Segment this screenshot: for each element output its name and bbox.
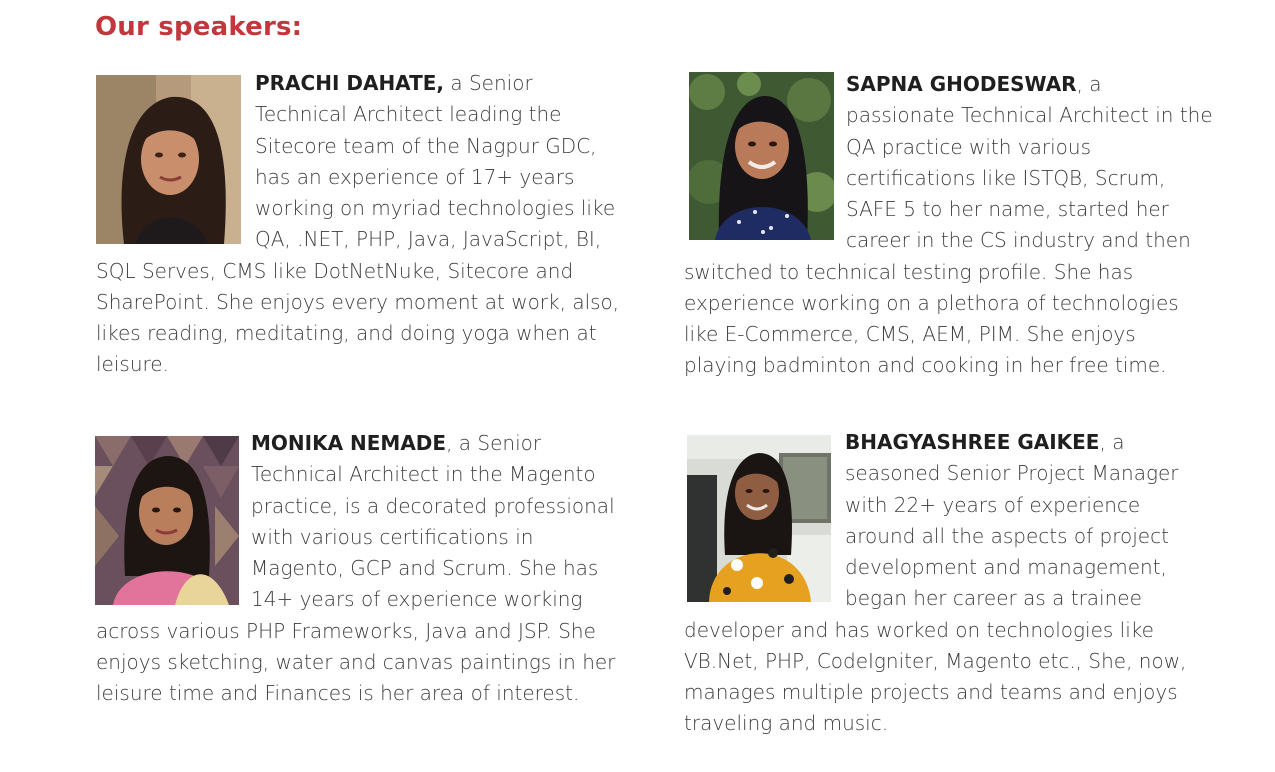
- speaker-name-sapna: SAPNA GHODESWAR: [846, 72, 1077, 96]
- speaker-name-bhagyashree: BHAGYASHREE GAIKEE: [845, 430, 1100, 454]
- speaker-bio-bhagyashree: [684, 427, 1204, 740]
- speaker-photo-sapna: [689, 72, 834, 240]
- speaker-text-sapna: , a passionate Technical Architect in the QA practice with various certifications like ISTQB, Scrum, SAFE 5 to her name, started her career in the CS industry and then switched to technical testing profile. She has experience working on a plethora of technologies like E-Commerce, CMS, AEM, PIM. She enjoys playing badminton and cooking in her free time.: [684, 72, 1213, 378]
- speaker-photo-bhagyashree: [687, 435, 831, 602]
- speaker-text-bhagyashree: , a seasoned Senior Project Manager with 22+ years of experience around all the aspects of project development and management, began her career as a trainee developer and has worked on technologies like VB.Net, PHP, CodeIgniter, Magento etc., She, now, manages multiple projects and teams and enjoys traveling and music.: [684, 430, 1187, 736]
- speaker-bio-monika: [96, 428, 621, 709]
- speaker-bio-prachi: [96, 68, 621, 381]
- speaker-text-monika: , a Senior Technical Architect in the Magento practice, is a decorated professional with various certifications in Magento, GCP and Scrum. She has 14+ years of experience working across various PHP Frameworks, Java and JSP. She enjoys sketching, water and canvas paintings in her leisure time and Finances is her area of interest.: [96, 431, 616, 705]
- speaker-name-prachi: PRACHI DAHATE,: [255, 71, 445, 95]
- speaker-photo-prachi: [96, 75, 241, 244]
- speaker-name-monika: MONIKA NEMADE: [251, 431, 447, 455]
- speaker-text-prachi: a Senior Technical Architect leading the Sitecore team of the Nagpur GDC, has an experience of 17+ years working on myriad technologies like QA, .NET, PHP, Java, JavaScript, BI, SQL Serves, CMS like DotNetNuke, Sitecore and SharePoint. She enjoys every moment at work, also, likes reading, meditating, and doing yoga when at leisure.: [96, 71, 620, 377]
- section-heading: Our speakers:: [95, 12, 303, 42]
- speaker-bio-sapna: [684, 69, 1214, 382]
- speaker-photo-monika: [95, 436, 239, 605]
